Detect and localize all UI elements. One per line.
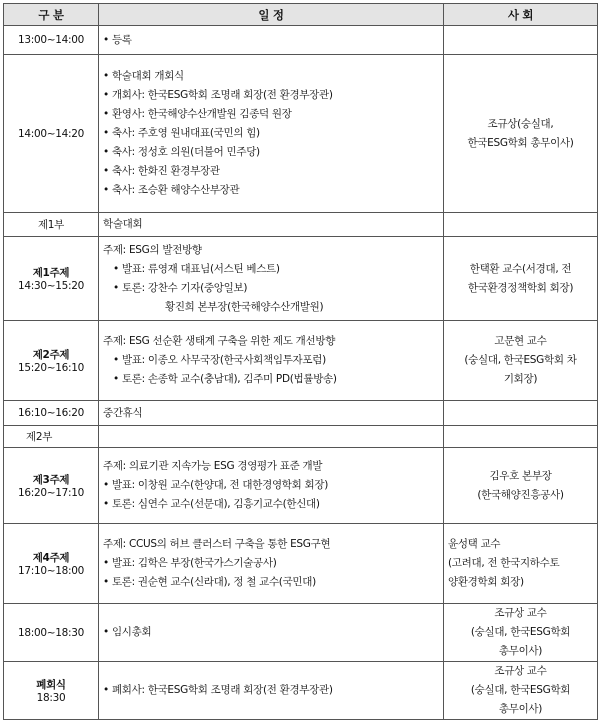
header-division: 구 분 — [4, 4, 99, 26]
moderator-line: 총무이사) — [498, 645, 543, 657]
moderator-cell — [444, 524, 598, 604]
moderator-cell — [444, 401, 598, 426]
schedule-item: • 임시총회 — [103, 623, 439, 642]
table-row — [4, 662, 598, 720]
moderator-line: 한국환경정책학회 회장) — [467, 281, 574, 294]
time-cell: 14:00~14:20 — [4, 55, 99, 213]
schedule-item: • 축사: 정성호 의원(더불어 민주당) — [103, 143, 439, 162]
table-row — [4, 401, 598, 426]
moderator-cell — [444, 26, 598, 55]
moderator-line: 조규상(숭실대, — [487, 117, 554, 130]
topic-time: 17:10~18:00 — [17, 565, 85, 577]
header-schedule: 일 정 — [99, 4, 444, 26]
topic-time: 15:20~16:10 — [17, 362, 85, 374]
moderator-line: 조규상 교수 — [494, 665, 547, 677]
header-moderator: 사 회 — [444, 4, 598, 26]
moderator-cell — [444, 321, 598, 401]
topic-title: 주제: 의료기관 지속가능 ESG 경영평가 표준 개발 — [103, 460, 323, 472]
moderator-cell — [444, 237, 598, 321]
topic-title: 주제: ESG 선순환 생태계 구축을 위한 제도 개선방향 — [103, 335, 336, 347]
moderator-line: (숭실대, 한국ESG학회 차 — [464, 354, 577, 366]
schedule-item: • 축사: 주호영 원내대표(국민의 힘) — [103, 124, 439, 143]
break-title: 중간휴식 — [99, 401, 444, 426]
topic-cell — [4, 524, 99, 604]
schedule-cell — [99, 321, 444, 401]
time-cell: 18:00~18:30 — [4, 604, 99, 662]
schedule-item: • 개회사: 한국ESG학회 조명래 회장(전 환경부장관) — [103, 86, 439, 105]
moderator-line: (숭실대, 한국ESG학회 — [470, 684, 571, 696]
topic-time: 14:30~15:20 — [17, 280, 85, 292]
discussant: • 토론: 손종학 교수(충남대), 김주미 PD(법률방송) — [103, 370, 439, 389]
schedule-cell — [99, 524, 444, 604]
schedule-table — [3, 3, 598, 720]
moderator-cell — [444, 55, 598, 213]
topic-cell — [4, 448, 99, 524]
moderator-cell — [444, 448, 598, 524]
topic-time: 18:30 — [36, 692, 66, 704]
presenter: • 발표: 류영재 대표님(서스틴 베스트) — [103, 260, 439, 279]
moderator-line: 조규상 교수 — [494, 607, 547, 619]
table-row — [4, 524, 598, 604]
topic-time: 16:20~17:10 — [17, 487, 85, 499]
moderator-line: (한국해양진흥공사) — [477, 488, 564, 501]
topic-title: 주제: CCUS의 허브 클러스터 구축을 통한 ESG구현 — [103, 538, 331, 550]
schedule-cell — [99, 237, 444, 321]
topic-label: 제1주제 — [32, 267, 70, 279]
table-row — [4, 426, 598, 448]
topic-label: 폐회식 — [36, 679, 66, 691]
schedule-cell — [99, 426, 444, 448]
schedule-item: • 학술대회 개회식 — [103, 67, 439, 86]
moderator-cell — [444, 213, 598, 237]
schedule-item: • 환영사: 한국해양수산개발원 김종덕 원장 — [103, 105, 439, 124]
schedule-cell — [99, 448, 444, 524]
topic-label: 제2주제 — [32, 349, 70, 361]
moderator-line: 한택환 교수(서경대, 전 — [469, 262, 572, 275]
schedule-cell — [99, 662, 444, 720]
table-row — [4, 604, 598, 662]
moderator-line: 윤성택 교수 — [448, 538, 501, 550]
schedule-cell — [99, 604, 444, 662]
presenter: • 발표: 이창원 교수(한양대, 전 대한경영학회 회장) — [103, 476, 439, 495]
discussant: • 토론: 심연수 교수(선문대), 김흥기교수(한신대) — [103, 495, 439, 514]
moderator-cell — [444, 426, 598, 448]
schedule-item: • 축사: 조승환 해양수산부장관 — [103, 181, 439, 200]
table-row — [4, 213, 598, 237]
topic-cell — [4, 321, 99, 401]
topic-label: 제3주제 — [32, 474, 70, 486]
moderator-line: 양환경학회 회장) — [448, 576, 524, 588]
schedule-cell — [99, 55, 444, 213]
moderator-cell — [444, 662, 598, 720]
moderator-line: (고려대, 전 한국지하수토 — [448, 557, 560, 569]
part-title: 학술대회 — [99, 213, 444, 237]
schedule-cell — [99, 26, 444, 55]
table-row — [4, 26, 598, 55]
table-row — [4, 448, 598, 524]
moderator-line: 총무이사) — [498, 703, 543, 715]
discussant: 황진희 본부장(한국해양수산개발원) — [165, 300, 324, 313]
schedule-item: • 축사: 한화진 환경부장관 — [103, 162, 439, 181]
moderator-cell — [444, 604, 598, 662]
discussant: • 토론: 권순현 교수(신라대), 정 철 교수(국민대) — [103, 573, 439, 592]
moderator-line: (숭실대, 한국ESG학회 — [470, 626, 571, 638]
presenter: • 발표: 이종오 사무국장(한국사회책임투자포럼) — [103, 351, 439, 370]
topic-cell — [4, 662, 99, 720]
schedule-item: • 등록 — [103, 31, 439, 50]
moderator-line: 고문현 교수 — [494, 335, 547, 347]
part-label: 제1부 — [4, 213, 99, 237]
moderator-line: 김우호 본부장 — [489, 469, 552, 482]
time-cell: 13:00~14:00 — [4, 26, 99, 55]
topic-cell — [4, 237, 99, 321]
table-row — [4, 55, 598, 213]
schedule-item: • 폐회사: 한국ESG학회 조명래 회장(전 환경부장관) — [103, 681, 439, 700]
moderator-line: 한국ESG학회 총무이사) — [467, 136, 574, 149]
time-cell: 16:10~16:20 — [4, 401, 99, 426]
header-row — [4, 4, 598, 26]
presenter: • 발표: 김학은 부장(한국가스기술공사) — [103, 554, 439, 573]
moderator-line: 기회장) — [503, 373, 538, 385]
part-label: 제2부 — [4, 426, 99, 448]
table-row — [4, 237, 598, 321]
topic-title: 주제: ESG의 발전방향 — [103, 243, 202, 256]
table-row — [4, 321, 598, 401]
discussant: • 토론: 강찬수 기자(중앙일보) — [103, 279, 439, 298]
topic-label: 제4주제 — [32, 552, 70, 564]
